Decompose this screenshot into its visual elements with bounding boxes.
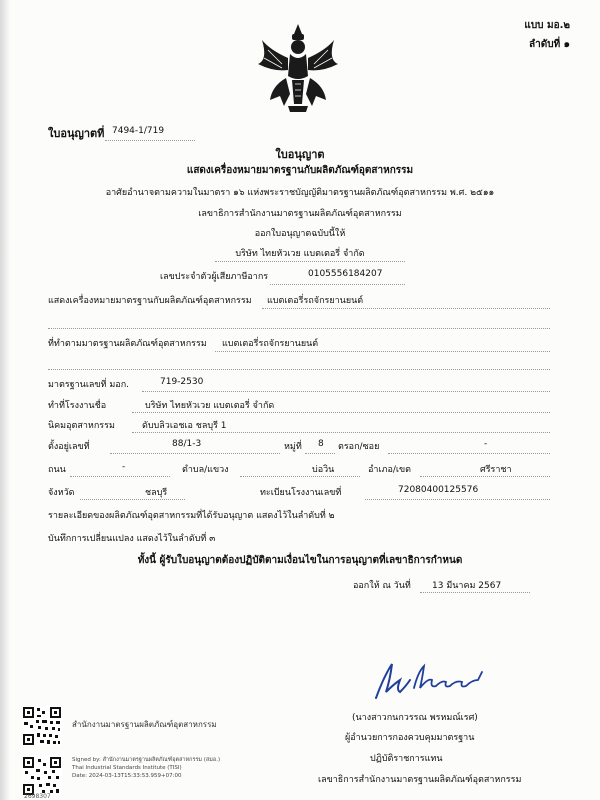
signatory-name: (นางสาวกนกวรรณ พรหมณ์เรศ)	[352, 713, 478, 723]
signatory-org: เลขาธิการสำนักงานมาตรฐานผลิตภัณฑ์อุตสาหกรรม	[318, 775, 522, 785]
document-number: 2698307	[24, 793, 51, 800]
tis-value: 719-2530	[160, 377, 204, 387]
tis-label: มาตรฐานเลขที่ มอก.	[48, 380, 130, 390]
license-title: ใบอนุญาต	[275, 148, 325, 161]
display-line	[262, 308, 550, 309]
license-no-label: ใบอนุญาตที่	[48, 127, 105, 140]
page-shadow	[0, 0, 10, 800]
signature-qr-icon[interactable]	[22, 756, 62, 796]
issue-line: ออกใบอนุญาตฉบับนี้ให้	[254, 229, 346, 239]
soi-line	[388, 453, 550, 454]
garuda-emblem-icon	[248, 20, 348, 116]
soi-value: -	[484, 439, 488, 449]
license-no-line	[105, 140, 195, 141]
institute-name: Thai Industrial Standards Institute (TISI)	[72, 765, 182, 771]
estate-line	[132, 432, 550, 433]
estate-value: ดับบลิวเอชเอ ชลบุรี 1	[142, 421, 227, 431]
company-name: บริษัท ไทยหัวเวย แบตเตอรี่ จำกัด	[235, 249, 365, 259]
signed-by: Signed by: สำนักงานมาตรฐานผลิตภัณฑ์อุตสาหกรรม (สมอ.)	[72, 757, 221, 763]
signature-image	[370, 658, 500, 702]
standard-value: แบตเตอรี่รถจักรยานยนต์	[222, 339, 319, 349]
tax-id-line	[270, 284, 405, 285]
signatory-position: ผู้อำนวยการกองควบคุมมาตรฐาน	[345, 733, 475, 743]
standard-line	[215, 351, 550, 352]
subdistrict-line	[240, 476, 360, 477]
subdistrict-label: ตำบล/แขวง	[182, 465, 229, 475]
moo-label: หมู่ที่	[284, 442, 302, 452]
road-line	[70, 476, 170, 477]
road-value: -	[122, 462, 126, 472]
license-no-value: 7494-1/719	[112, 126, 165, 136]
issue-date-value: 13 มีนาคม 2567	[432, 581, 502, 591]
district-value: ศรีราชา	[480, 465, 512, 475]
qr-code-icon[interactable]	[22, 706, 62, 746]
order-number: ลำดับที่ ๑	[528, 39, 570, 50]
reg-label: ทะเบียนโรงงานเลขที่	[260, 488, 342, 498]
condition-note: ทั้งนี้ ผู้รับใบอนุญาตต้องปฏิบัติตามเงื่อนไขในการอนุญาตที่เลขาธิการกำหนด	[137, 555, 463, 566]
subdistrict-value: บ่อวิน	[312, 465, 335, 475]
changes-note: บันทึกการเปลี่ยนแปลง แสดงไว้ในลำดับที่ ๓	[48, 534, 216, 544]
tis-line	[142, 391, 550, 392]
issue-date-label: ออกให้ ณ วันที่	[353, 581, 411, 591]
road-label: ถนน	[48, 465, 66, 475]
qr-caption: สำนักงานมาตรฐานผลิตภัณฑ์อุตสาหกรรม	[72, 720, 217, 729]
factory-value: บริษัท ไทยหัวเวย แบตเตอรี่ จำกัด	[145, 401, 275, 411]
address-value: 88/1-3	[172, 439, 202, 449]
reg-line	[365, 499, 550, 500]
signed-date: Date: 2024-03-13T15:33:53.959+07:00	[72, 773, 182, 779]
district-label: อำเภอ/เขต	[368, 465, 411, 475]
authority-line: อาศัยอำนาจตามความในมาตรา ๑๖ แห่งพระราชบัญญัติมาตรฐานผลิตภัณฑ์อุตสาหกรรม พ.ศ. ๒๕๑๑	[105, 188, 495, 198]
estate-label: นิคมอุตสาหกรรม	[48, 421, 115, 431]
moo-value: 8	[318, 439, 324, 449]
province-value: ชลบุรี	[145, 488, 168, 498]
address-line	[110, 453, 280, 454]
issue-date-line	[420, 592, 530, 593]
district-line	[420, 476, 550, 477]
province-label: จังหวัด	[48, 488, 75, 498]
license-subtitle: แสดงเครื่องหมายมาตรฐานกับผลิตภัณฑ์อุตสาหกรรม	[186, 165, 414, 176]
province-line	[80, 499, 185, 500]
factory-line	[132, 412, 550, 413]
details-note: รายละเอียดของผลิตภัณฑ์อุตสาหกรรมที่ได้รับอนุญาต แสดงไว้ในลำดับที่ ๒	[48, 511, 335, 521]
company-line	[215, 261, 405, 262]
tax-id-label: เลขประจำตัวผู้เสียภาษีอากร	[160, 272, 269, 282]
soi-label: ตรอก/ซอย	[338, 442, 380, 452]
factory-label: ทำที่โรงงานชื่อ	[48, 401, 107, 411]
display-line-2	[48, 328, 550, 329]
reg-value: 72080400125576	[398, 485, 479, 495]
display-value: แบตเตอรี่รถจักรยานยนต์	[267, 296, 364, 306]
display-label: แสดงเครื่องหมายมาตรฐานกับผลิตภัณฑ์อุตสาหกรรม	[48, 296, 252, 306]
moo-line	[305, 453, 335, 454]
standard-label: ที่ทำตามมาตรฐานผลิตภัณฑ์อุตสาหกรรม	[48, 339, 207, 349]
secretary-line: เลขาธิการสำนักงานมาตรฐานผลิตภัณฑ์อุตสาหกรรม	[198, 209, 402, 219]
standard-line-2	[48, 369, 550, 370]
tax-id-value: 0105556184207	[308, 269, 383, 279]
signatory-acting: ปฏิบัติราชการแทน	[370, 754, 443, 764]
form-code: แบบ มอ.๒	[524, 20, 570, 31]
digital-signature-info	[72, 756, 220, 780]
address-label: ตั้งอยู่เลขที่	[48, 442, 90, 452]
